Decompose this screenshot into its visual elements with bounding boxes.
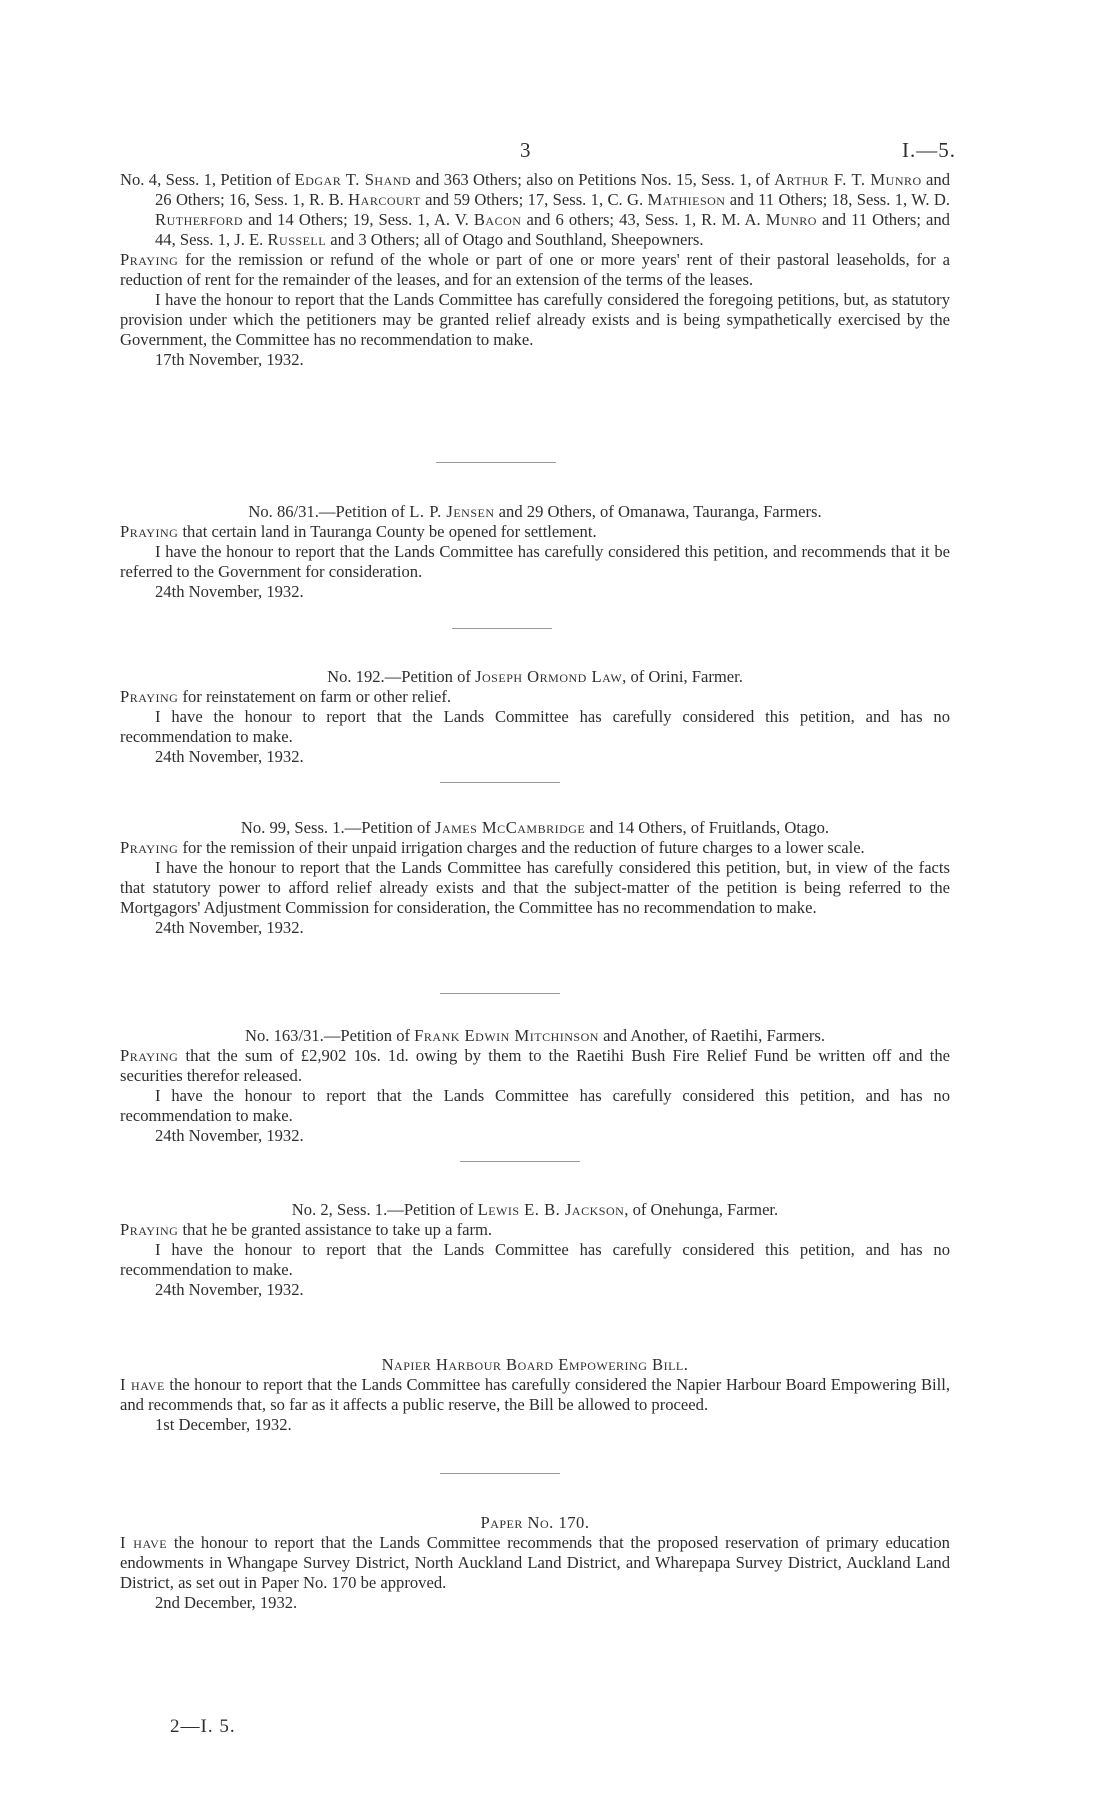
- section-heading: Napier Harbour Board Empowering Bill.: [381, 1355, 689, 1374]
- petition-title: No. 192.—Petition of Joseph Ormond Law, of Orini, Farmer.: [327, 667, 743, 686]
- report-date: 24th November, 1932.: [155, 918, 304, 937]
- section-divider: [460, 1161, 580, 1162]
- report-paragraph: I have the honour to report that the Lands Committee has carefully considered this petition, and has no recommendation to make.: [120, 707, 950, 746]
- section-divider: [440, 1473, 560, 1474]
- section-divider: [440, 993, 560, 994]
- praying-paragraph: Praying for reinstatement on farm or other relief.: [120, 687, 452, 706]
- report-date: 24th November, 1932.: [155, 582, 304, 601]
- report-paragraph: I have the honour to report that the Lands Committee recommends that the proposed reservation of primary education endowments in Whangape Survey District, North Auckland Land District, and Wharepapa Survey District, Auckland Land District, as set out in Paper No. 170 be approved.: [120, 1533, 950, 1592]
- praying-paragraph: Praying that certain land in Tauranga County be opened for settlement.: [120, 522, 597, 541]
- report-date: 24th November, 1932.: [155, 747, 304, 766]
- bill-section: [120, 1355, 950, 1435]
- paper-section: [120, 1513, 950, 1613]
- report-date: 24th November, 1932.: [155, 1126, 304, 1145]
- report-date: 24th November, 1932.: [155, 1280, 304, 1299]
- report-paragraph: I have the honour to report that the Lands Committee has carefully considered this petition, and has no recommendation to make.: [120, 1240, 950, 1279]
- section-divider: [440, 782, 560, 783]
- praying-paragraph: Praying that he be granted assistance to take up a farm.: [120, 1220, 493, 1239]
- report-paragraph: I have the honour to report that the Lands Committee has carefully considered the Napier Harbour Board Empowering Bill, and recommends that, so far as it affects a public reserve, the Bill be allowed to proceed.: [120, 1375, 950, 1414]
- report-paragraph: I have the honour to report that the Lands Committee has carefully considered this petition, and has no recommendation to make.: [120, 1086, 950, 1125]
- praying-paragraph: Praying for the remission or refund of the whole or part of one or more years' rent of their pastoral leaseholds, for a reduction of rent for the remainder of the leases, and for an extension of the terms of the leases.: [120, 250, 950, 289]
- petition-title: No. 86/31.—Petition of L. P. Jensen and 29 Others, of Omanawa, Tauranga, Farmers.: [248, 502, 822, 521]
- section-heading: Paper No. 170.: [480, 1513, 590, 1532]
- petition-section-6: [120, 1200, 950, 1300]
- petition-section-4: [120, 818, 950, 938]
- praying-paragraph: Praying for the remission of their unpaid irrigation charges and the reduction of future charges to a lower scale.: [120, 838, 865, 857]
- petition-section-5: [120, 1026, 950, 1146]
- section-divider: [452, 628, 552, 629]
- page-number: 3: [520, 138, 531, 162]
- petition-section-3: [120, 667, 950, 767]
- paper-reference: I.—5.: [902, 138, 956, 162]
- petition-title: No. 2, Sess. 1.—Petition of Lewis E. B. Jackson, of Onehunga, Farmer.: [291, 1200, 779, 1219]
- report-date: 2nd December, 1932.: [155, 1593, 298, 1612]
- petition-title: No. 99, Sess. 1.—Petition of James McCambridge and 14 Others, of Fruitlands, Otago.: [240, 818, 830, 837]
- report-paragraph: I have the honour to report that the Lands Committee has carefully considered this petition, and recommends that it be referred to the Government for consideration.: [120, 542, 950, 581]
- report-paragraph: I have the honour to report that the Lands Committee has carefully considered the foregoing petitions, but, as statutory provision under which the petitioners may be granted relief already exists and is being sympathetically exercised by the Government, the Committee has no recommendation to make.: [120, 290, 950, 349]
- report-date: 17th November, 1932.: [155, 350, 304, 369]
- section-divider: [436, 462, 556, 463]
- report-date: 1st December, 1932.: [155, 1415, 292, 1434]
- petition-title: No. 163/31.—Petition of Frank Edwin Mitchinson and Another, of Raetihi, Farmers.: [245, 1026, 825, 1045]
- petition-section-2: [120, 502, 950, 602]
- praying-paragraph: Praying that the sum of £2,902 10s. 1d. owing by them to the Raetihi Bush Fire Relief Fund be written off and the securities therefor released.: [120, 1046, 950, 1085]
- page-header: [0, 138, 1114, 168]
- petition-title: No. 4, Sess. 1, Petition of Edgar T. Shand and 363 Others; also on Petitions Nos. 15, Sess. 1, of Arthur F. T. Munro and 26 Others; 16, Sess. 1, R. B. Harcourt and 59 Others; 17, Sess. 1, C. G. Mathieson and 11 Others; 18, Sess. 1, W. D. Rutherford and 14 Others; 19, Sess. 1, A. V. Bacon and 6 others; 43, Sess. 1, R. M. A. Munro and 11 Others; and 44, Sess. 1, J. E. Russell and 3 Others; all of Otago and Southland, Sheepowners.: [120, 170, 950, 249]
- report-paragraph: I have the honour to report that the Lands Committee has carefully considered this petition, but, in view of the facts that statutory power to afford relief already exists and that the subject-matter of the petition is being referred to the Mortgagors' Adjustment Commission for consideration, the Committee has no recommendation to make.: [120, 858, 950, 917]
- footer-reference: 2—I. 5.: [170, 1716, 236, 1737]
- petition-section-1: [120, 170, 950, 370]
